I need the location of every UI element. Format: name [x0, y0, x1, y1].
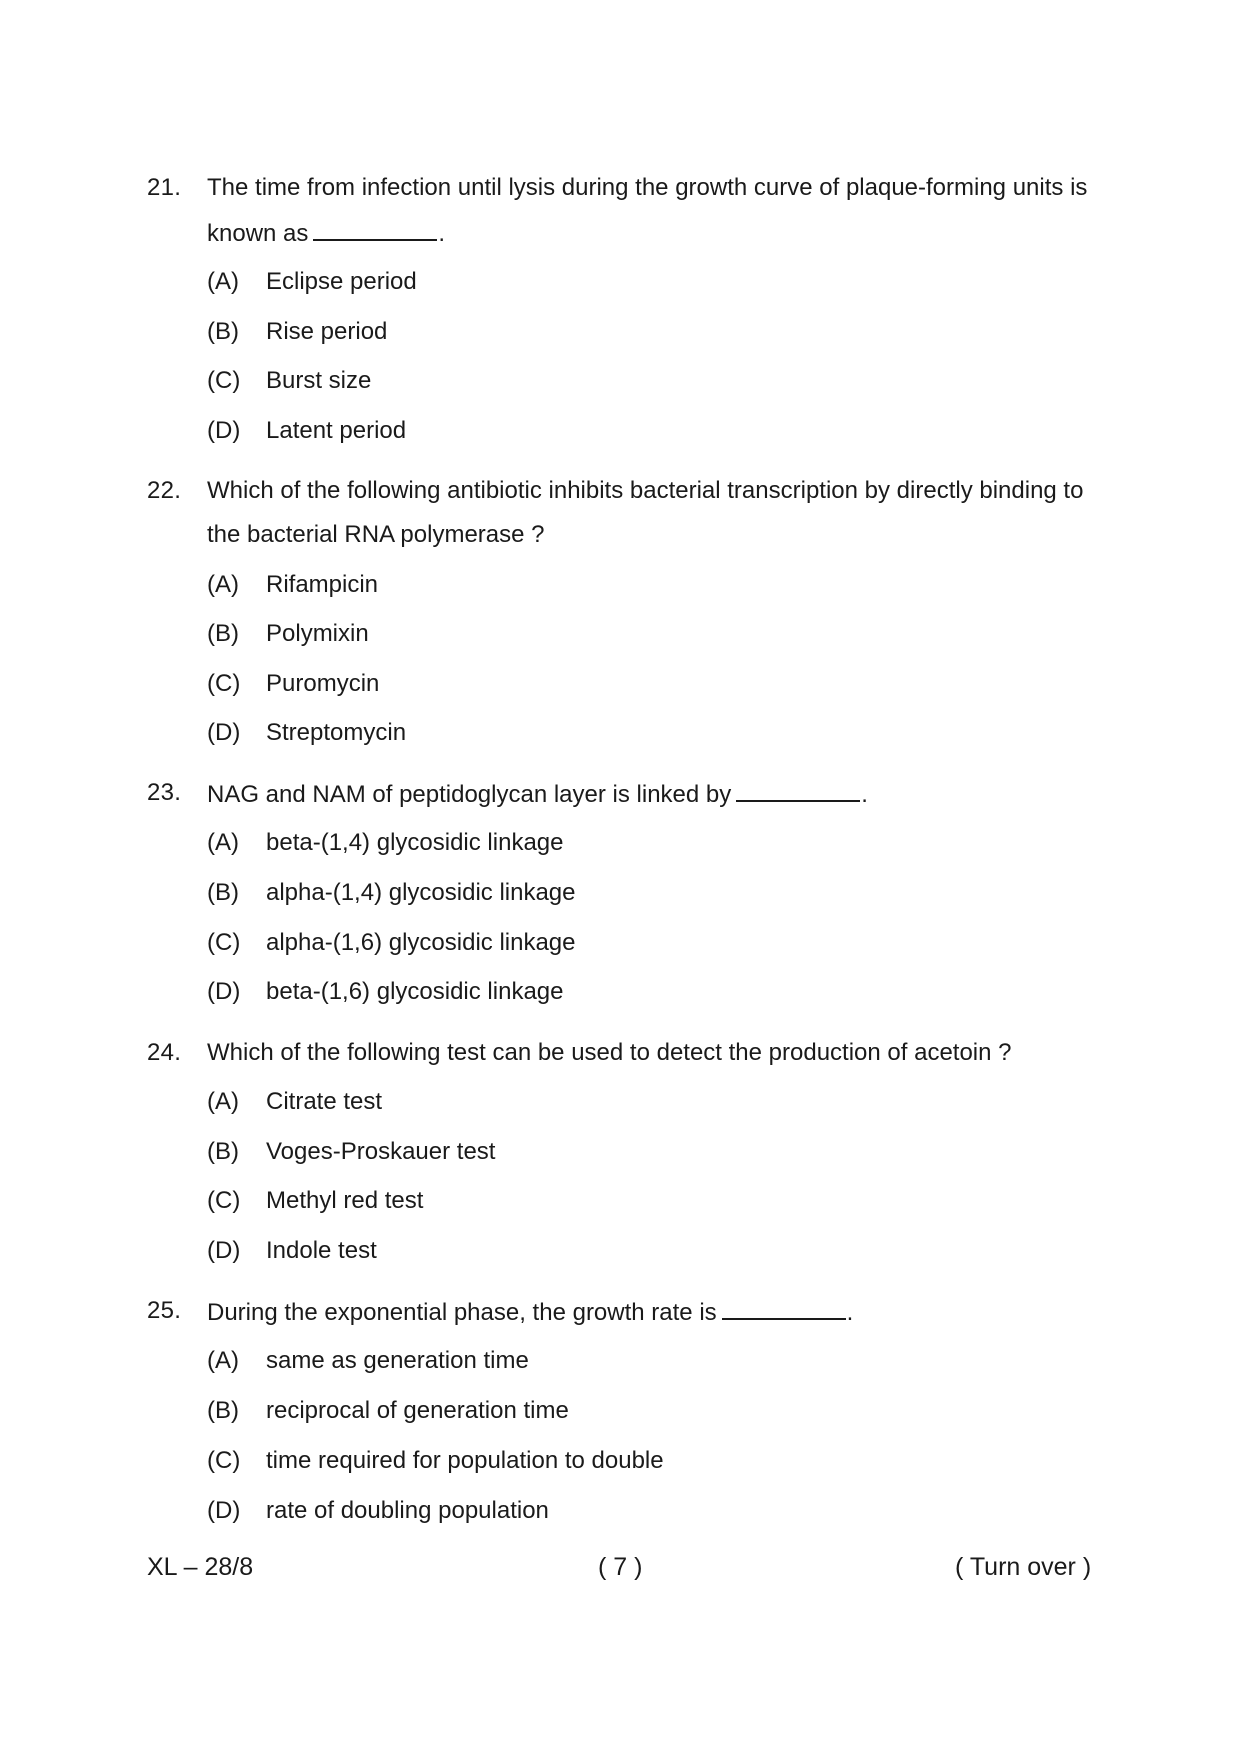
option-label: (C) [207, 670, 241, 697]
question-text: The time from infection until lysis during the growth curve of plaque-forming units is [207, 174, 1088, 201]
answer-blank [722, 1294, 846, 1320]
option-c [0, 1184, 1240, 1218]
question-21-line-1 [0, 171, 1240, 205]
option-label: (D) [207, 1237, 241, 1264]
option-text: Rise period [266, 318, 388, 345]
option-text: Puromycin [266, 670, 380, 697]
option-label: (A) [207, 268, 239, 295]
option-d [0, 1234, 1240, 1268]
option-text: Citrate test [266, 1088, 383, 1115]
option-label: (A) [207, 829, 239, 856]
question-text: NAG and NAM of peptidoglycan layer is linked by . [207, 776, 1107, 812]
question-22-line-2 [0, 518, 1240, 552]
option-label: (B) [207, 1397, 239, 1424]
option-label: (A) [207, 571, 239, 598]
option-b [0, 876, 1240, 910]
option-text: Polymixin [266, 620, 369, 647]
option-a [0, 568, 1240, 602]
option-label: (B) [207, 1138, 239, 1165]
option-c [0, 1444, 1240, 1478]
option-text: alpha-(1,4) glycosidic linkage [266, 879, 576, 906]
option-text: Streptomycin [266, 719, 407, 746]
option-text: alpha-(1,6) glycosidic linkage [266, 929, 576, 956]
question-number: 25. [147, 1297, 182, 1324]
question-number: 22. [147, 477, 182, 504]
turn-over-note: ( Turn over ) [955, 1553, 1092, 1581]
question-text: During the exponential phase, the growth rate is . [207, 1294, 1107, 1330]
option-d [0, 975, 1240, 1009]
option-a [0, 1344, 1240, 1378]
question-21-line-2 [0, 215, 1240, 249]
question-text: Which of the following test can be used to detect the production of acetoin ? [207, 1039, 1012, 1066]
option-text: beta-(1,4) glycosidic linkage [266, 829, 564, 856]
option-text: Voges-Proskauer test [266, 1138, 496, 1165]
option-text: time required for population to double [266, 1447, 664, 1474]
question-22-line-1 [0, 474, 1240, 508]
option-b [0, 617, 1240, 651]
option-label: (B) [207, 318, 239, 345]
option-d [0, 716, 1240, 750]
option-text: Eclipse period [266, 268, 417, 295]
option-label: (B) [207, 620, 239, 647]
question-25-line-1 [0, 1294, 1240, 1328]
paper-code: XL – 28/8 [147, 1553, 254, 1581]
option-text: Burst size [266, 367, 372, 394]
page-number: ( 7 ) [598, 1553, 643, 1581]
option-b [0, 315, 1240, 349]
option-label: (A) [207, 1088, 239, 1115]
answer-blank [736, 776, 860, 802]
question-23-line-1 [0, 776, 1240, 810]
option-a [0, 265, 1240, 299]
option-label: (A) [207, 1347, 239, 1374]
question-number: 24. [147, 1039, 182, 1066]
question-24-line-1 [0, 1036, 1240, 1070]
option-label: (C) [207, 1447, 241, 1474]
option-b [0, 1394, 1240, 1428]
option-text: rate of doubling population [266, 1497, 549, 1524]
option-text: same as generation time [266, 1347, 529, 1374]
option-label: (C) [207, 1187, 241, 1214]
option-text: Methyl red test [266, 1187, 424, 1214]
question-number: 21. [147, 174, 182, 201]
option-label: (D) [207, 417, 241, 444]
option-c [0, 926, 1240, 960]
option-d [0, 414, 1240, 448]
option-d [0, 1494, 1240, 1528]
option-text: Latent period [266, 417, 407, 444]
question-text: Which of the following antibiotic inhibits bacterial transcription by directly binding to [207, 477, 1084, 504]
option-label: (C) [207, 929, 241, 956]
question-text-continued: the bacterial RNA polymerase ? [207, 521, 545, 548]
option-text: beta-(1,6) glycosidic linkage [266, 978, 564, 1005]
option-label: (C) [207, 367, 241, 394]
page-footer [0, 1550, 1240, 1584]
option-b [0, 1135, 1240, 1169]
option-c [0, 667, 1240, 701]
option-a [0, 1085, 1240, 1119]
option-text: Indole test [266, 1237, 377, 1264]
answer-blank [313, 215, 437, 241]
option-label: (D) [207, 978, 241, 1005]
option-c [0, 364, 1240, 398]
question-number: 23. [147, 779, 182, 806]
option-text: Rifampicin [266, 571, 379, 598]
option-label: (D) [207, 719, 241, 746]
option-a [0, 826, 1240, 860]
option-label: (B) [207, 879, 239, 906]
option-text: reciprocal of generation time [266, 1397, 569, 1424]
question-text-continued: known as . [207, 215, 1107, 251]
option-label: (D) [207, 1497, 241, 1524]
